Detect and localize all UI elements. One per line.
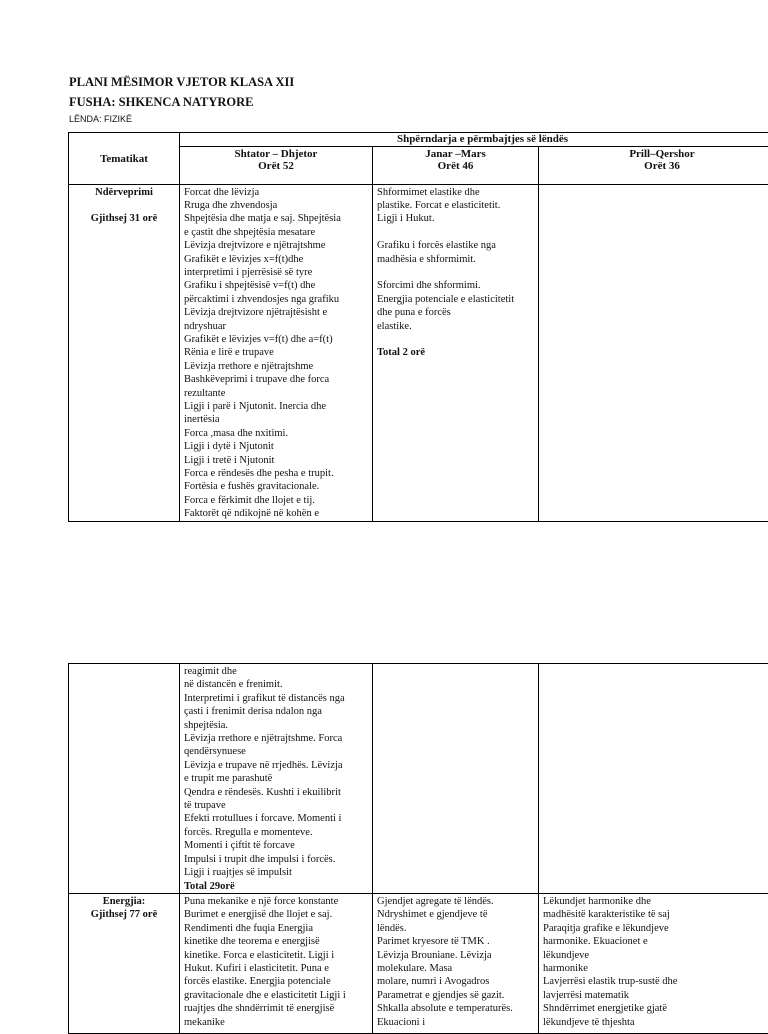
content-line: Paraqitja grafike e lëkundjeve bbox=[543, 922, 768, 935]
topic-cell-continued bbox=[69, 664, 180, 894]
content-line: Ligji i dytë i Njutonit bbox=[184, 440, 368, 453]
content-line: qendërsynuese bbox=[184, 745, 368, 758]
content-line: Burimet e energjisë dhe llojet e saj. bbox=[184, 908, 368, 921]
content-line: lavjerrësi matematik bbox=[543, 989, 768, 1002]
content-line: Gjendjet agregate të lëndës. bbox=[377, 895, 534, 908]
content-cell-period-2 bbox=[373, 893, 539, 1033]
content-line: kinetike dhe teorema e energjisë bbox=[184, 935, 368, 948]
content-line: në distancën e frenimit. bbox=[184, 678, 368, 691]
content-line: lëkundjeve të thjeshta bbox=[543, 1016, 768, 1029]
content-line: Rendimenti dhe fuqia Energjia bbox=[184, 922, 368, 935]
content-line: Grafikët e lëvizjes v=f(t) dhe a=f(t) bbox=[184, 333, 368, 346]
period-total: Total 2 orë bbox=[377, 346, 534, 359]
period-name: Prill–Qershor bbox=[543, 148, 768, 161]
content-line: Bashkëveprimi i trupave dhe forca bbox=[184, 373, 368, 386]
content-cell-period-3 bbox=[539, 664, 768, 894]
topic-total: Gjithsej 31 orë bbox=[73, 212, 175, 225]
content-line: Faktorët që ndikojnë në kohën e bbox=[184, 507, 368, 520]
content-line: ndryshuar bbox=[184, 320, 368, 333]
topic-period-total: Total 29orë bbox=[184, 880, 368, 893]
content-line: plastike. Forcat e elasticitetit. bbox=[377, 199, 534, 212]
period-name: Shtator – Dhjetor bbox=[184, 148, 368, 161]
topic-cell-energjia bbox=[69, 893, 180, 1033]
content-line: Ligji i Hukut. bbox=[377, 212, 534, 225]
topic-cell-nderveprimi bbox=[69, 184, 180, 521]
content-line: Hukut. Kufiri i elasticitetit. Puna e bbox=[184, 962, 368, 975]
content-line: Puna mekanike e një force konstante bbox=[184, 895, 368, 908]
content-line: Ligji i tretë i Njutonit bbox=[184, 454, 368, 467]
topic-total: Gjithsej 77 orë bbox=[73, 908, 175, 921]
content-line: dhe puna e forcës bbox=[377, 306, 534, 319]
content-line: interpretimi i pjerrësisë së tyre bbox=[184, 266, 368, 279]
content-cell-period-1 bbox=[180, 893, 373, 1033]
content-line: Parimet kryesore të TMK . bbox=[377, 935, 534, 948]
content-line: Shformimet elastike dhe bbox=[377, 186, 534, 199]
content-line: Interpretimi i grafikut të distancës nga bbox=[184, 692, 368, 705]
content-line: Shkalla absolute e temperaturës. bbox=[377, 1002, 534, 1015]
curriculum-table-page2 bbox=[68, 663, 768, 1034]
curriculum-table-page1 bbox=[68, 132, 768, 522]
content-line: Lëvizja rrethore e njëtrajtshme bbox=[184, 360, 368, 373]
content-line: Energjia potenciale e elasticitetit bbox=[377, 293, 534, 306]
content-line: mekanike bbox=[184, 1016, 368, 1029]
content-line: Forca e fërkimit dhe llojet e tij. bbox=[184, 494, 368, 507]
content-line: Grafiku i shpejtësisë v=f(t) dhe bbox=[184, 279, 368, 292]
content-line: Lëkundjet harmonike dhe bbox=[543, 895, 768, 908]
content-line: Lëvizja Brouniane. Lëvizja bbox=[377, 949, 534, 962]
content-line bbox=[377, 226, 534, 239]
content-line: Rënia e lirë e trupave bbox=[184, 346, 368, 359]
content-line: harmonike. Ekuacionet e bbox=[543, 935, 768, 948]
content-line: Grafikët e lëvizjes x=f(t)dhe bbox=[184, 253, 368, 266]
content-line: Forca ,masa dhe nxitimi. bbox=[184, 427, 368, 440]
content-line: Ligji i parë i Njutonit. Inercia dhe bbox=[184, 400, 368, 413]
content-line: forcës. Rregulla e momenteve. bbox=[184, 826, 368, 839]
content-cell-period-3 bbox=[539, 893, 768, 1033]
content-line: përcaktimi i zhvendosjes nga grafiku bbox=[184, 293, 368, 306]
topic-name: Ndërveprimi bbox=[73, 186, 175, 199]
document-title: PLANI MËSIMOR VJETOR KLASA XII bbox=[69, 75, 294, 90]
content-line: Lëvizja e trupave në rrjedhës. Lëvizja bbox=[184, 759, 368, 772]
content-line: shpejtësia. bbox=[184, 719, 368, 732]
content-line: çasti i frenimit derisa ndalon nga bbox=[184, 705, 368, 718]
period-hours: Orët 36 bbox=[543, 160, 768, 173]
content-line: Forca e rëndesës dhe pesha e trupit. bbox=[184, 467, 368, 480]
content-line: Grafiku i forcës elastike nga bbox=[377, 239, 534, 252]
period-hours: Orët 52 bbox=[184, 160, 368, 173]
content-line: reagimit dhe bbox=[184, 665, 368, 678]
content-line: molare, numri i Avogadros bbox=[377, 975, 534, 988]
period-header-2 bbox=[373, 146, 539, 184]
period-header-1 bbox=[180, 146, 373, 184]
content-line: Impulsi i trupit dhe impulsi i forcës. bbox=[184, 853, 368, 866]
topics-column-header: Tematikat bbox=[69, 133, 180, 185]
content-line: harmonike bbox=[543, 962, 768, 975]
content-line: Qendra e rëndesës. Kushti i ekuilibrit bbox=[184, 786, 368, 799]
content-line: rezultante bbox=[184, 387, 368, 400]
content-line: Rruga dhe zhvendosja bbox=[184, 199, 368, 212]
content-line: të trupave bbox=[184, 799, 368, 812]
field-heading: FUSHA: SHKENCA NATYRORE bbox=[69, 95, 254, 110]
content-line: Ligji i ruajtjes së impulsit bbox=[184, 866, 368, 879]
content-line: Shndërrimet energjetike gjatë bbox=[543, 1002, 768, 1015]
content-line: kinetike. Forca e elasticitetit. Ligji i bbox=[184, 949, 368, 962]
period-hours: Orët 46 bbox=[377, 160, 534, 173]
content-line: e çastit dhe shpejtësia mesatare bbox=[184, 226, 368, 239]
content-cell-period-3 bbox=[539, 184, 768, 521]
distribution-header: Shpërndarja e përmbajtjes së lëndës bbox=[180, 133, 768, 147]
topic-name: Energjia: bbox=[73, 895, 175, 908]
period-header-3 bbox=[539, 146, 768, 184]
content-line: gravitacionale dhe e elasticitetit Ligji i bbox=[184, 989, 368, 1002]
content-cell-period-1 bbox=[180, 664, 373, 894]
content-cell-period-2 bbox=[373, 664, 539, 894]
content-line: Lëvizja drejtvizore njëtrajtësisht e bbox=[184, 306, 368, 319]
content-line: inertësia bbox=[184, 413, 368, 426]
content-line: madhësia e shformimit. bbox=[377, 253, 534, 266]
subject-label: LËNDA: FIZIKË bbox=[69, 114, 132, 124]
content-line: ruajtjes dhe shndërrimit të energjisë bbox=[184, 1002, 368, 1015]
content-line bbox=[377, 266, 534, 279]
content-line: Parametrat e gjendjes së gazit. bbox=[377, 989, 534, 1002]
content-line: Fortësia e fushës gravitacionale. bbox=[184, 480, 368, 493]
content-line: lëkundjeve bbox=[543, 949, 768, 962]
content-line: elastike. bbox=[377, 320, 534, 333]
period-name: Janar –Mars bbox=[377, 148, 534, 161]
content-line: forcës elastike. Energjia potenciale bbox=[184, 975, 368, 988]
content-line: Ndryshimet e gjendjeve të bbox=[377, 908, 534, 921]
content-line: Forcat dhe lëvizja bbox=[184, 186, 368, 199]
content-cell-period-2 bbox=[373, 184, 539, 521]
content-line: molekulare. Masa bbox=[377, 962, 534, 975]
content-line: lëndës. bbox=[377, 922, 534, 935]
content-line: Lëvizja drejtvizore e njëtrajtshme bbox=[184, 239, 368, 252]
content-cell-period-1 bbox=[180, 184, 373, 521]
content-line: Efekti rrotullues i forcave. Momenti i bbox=[184, 812, 368, 825]
content-line: Shpejtësia dhe matja e saj. Shpejtësia bbox=[184, 212, 368, 225]
content-line: Sforcimi dhe shformimi. bbox=[377, 279, 534, 292]
content-line: Momenti i çiftit të forcave bbox=[184, 839, 368, 852]
content-line: Ekuacioni i bbox=[377, 1016, 534, 1029]
content-line: Lëvizja rrethore e njëtrajtshme. Forca bbox=[184, 732, 368, 745]
content-line: e trupit me parashutë bbox=[184, 772, 368, 785]
content-line: madhësitë karakteristike të saj bbox=[543, 908, 768, 921]
content-line: Lavjerrësi elastik trup-sustë dhe bbox=[543, 975, 768, 988]
